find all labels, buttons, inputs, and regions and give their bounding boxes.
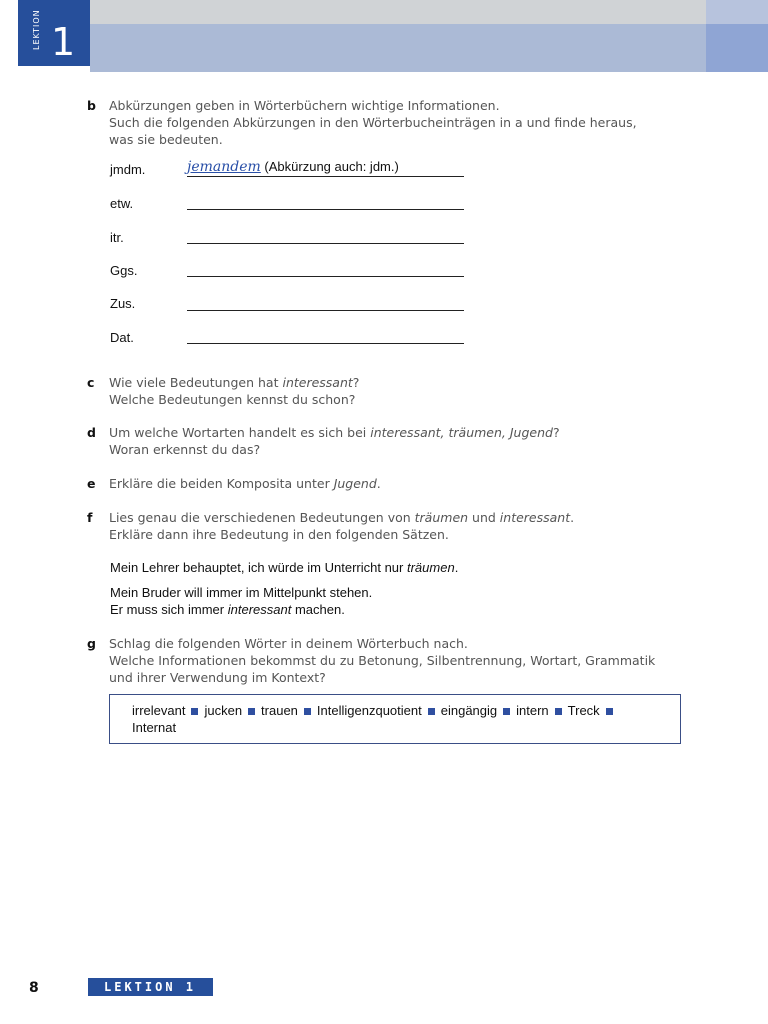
answer-line[interactable] (187, 176, 464, 177)
square-bullet-icon (503, 708, 510, 715)
abbreviation-label: Zus. (110, 296, 136, 311)
word-item: jucken (204, 703, 243, 718)
task-letter: c (87, 375, 95, 390)
header-corner (706, 24, 768, 72)
abbreviation-label: Dat. (110, 330, 134, 345)
abbreviation-label: Ggs. (110, 263, 138, 278)
task-letter: b (87, 98, 96, 113)
lektion-badge (18, 0, 90, 66)
instruction-line: Welche Bedeutungen kennst du schon? (109, 392, 356, 407)
word-item: Intelligenzquotient (316, 703, 422, 718)
task-letter: e (87, 476, 96, 491)
square-bullet-icon (304, 708, 311, 715)
abbreviation-label: etw. (110, 196, 134, 211)
footer-lektion-tag: LEKTION 1 (88, 978, 213, 996)
task-letter: f (87, 510, 93, 525)
example-line: Mein Bruder will immer im Mittelpunkt stehen. (110, 585, 373, 600)
instruction-line: und ihrer Verwendung im Kontext? (109, 670, 326, 685)
answer-line[interactable] (187, 343, 464, 344)
instruction-line: was sie bedeuten. (109, 132, 223, 147)
word-list-box (109, 694, 681, 744)
task-instruction (109, 509, 709, 543)
square-bullet-icon (248, 708, 255, 715)
abbreviation-label: jmdm. (110, 162, 146, 177)
word-item: Treck (567, 703, 600, 718)
handwritten-answer: jemandem (187, 159, 261, 175)
page-number: 8 (29, 980, 39, 996)
word-item: intern (516, 703, 549, 718)
square-bullet-icon (191, 708, 198, 715)
instruction-line: Erkläre die beiden Komposita unter Jugend. (109, 476, 381, 491)
square-bullet-icon (428, 708, 435, 715)
header-band-top (90, 0, 706, 24)
lektion-badge-label: LEKTION (32, 9, 41, 50)
task-letter: d (87, 425, 96, 440)
answer-line[interactable] (187, 276, 464, 277)
task-instruction (109, 97, 709, 148)
header-corner-top (706, 0, 768, 24)
abbreviation-answer (187, 159, 399, 175)
answer-line[interactable] (187, 209, 464, 210)
instruction-line: Woran erkennst du das? (109, 442, 261, 457)
task-instruction (109, 475, 709, 492)
task-letter: g (87, 636, 96, 651)
example-sentence (110, 584, 372, 618)
task-instruction (109, 374, 709, 408)
answer-line[interactable] (187, 243, 464, 244)
square-bullet-icon (606, 708, 613, 715)
word-item: trauen (261, 703, 298, 718)
answer-note: (Abkürzung auch: jdm.) (264, 159, 399, 174)
task-instruction (109, 424, 709, 458)
instruction-line: Erkläre dann ihre Bedeutung in den folgenden Sätzen. (109, 527, 449, 542)
header-band (90, 24, 706, 72)
square-bullet-icon (555, 708, 562, 715)
abbreviation-label: itr. (110, 230, 124, 245)
instruction-line: Schlag die folgenden Wörter in deinem Wörterbuch nach. (109, 636, 468, 651)
example-line: Er muss sich immer interessant machen. (110, 602, 345, 617)
word-item: eingängig (440, 703, 498, 718)
instruction-line: Um welche Wortarten handelt es sich bei interessant, träumen, Jugend? (109, 425, 560, 440)
word-item: Internat (132, 720, 177, 735)
word-item: irrelevant (132, 703, 186, 718)
task-instruction (109, 635, 709, 686)
instruction-line: Lies genau die verschiedenen Bedeutungen von träumen und interessant. (109, 510, 575, 525)
instruction-line: Wie viele Bedeutungen hat interessant? (109, 375, 360, 390)
instruction-line: Abkürzungen geben in Wörterbüchern wichtige Informationen. (109, 98, 500, 113)
instruction-line: Welche Informationen bekommst du zu Betonung, Silbentrennung, Wortart, Grammatik (109, 653, 656, 668)
example-sentence: Mein Lehrer behauptet, ich würde im Unterricht nur träumen. (110, 560, 459, 575)
answer-line[interactable] (187, 310, 464, 311)
instruction-line: Such die folgenden Abkürzungen in den Wörterbucheinträgen in a und finde heraus, (109, 115, 637, 130)
lektion-badge-number: 1 (51, 20, 76, 64)
